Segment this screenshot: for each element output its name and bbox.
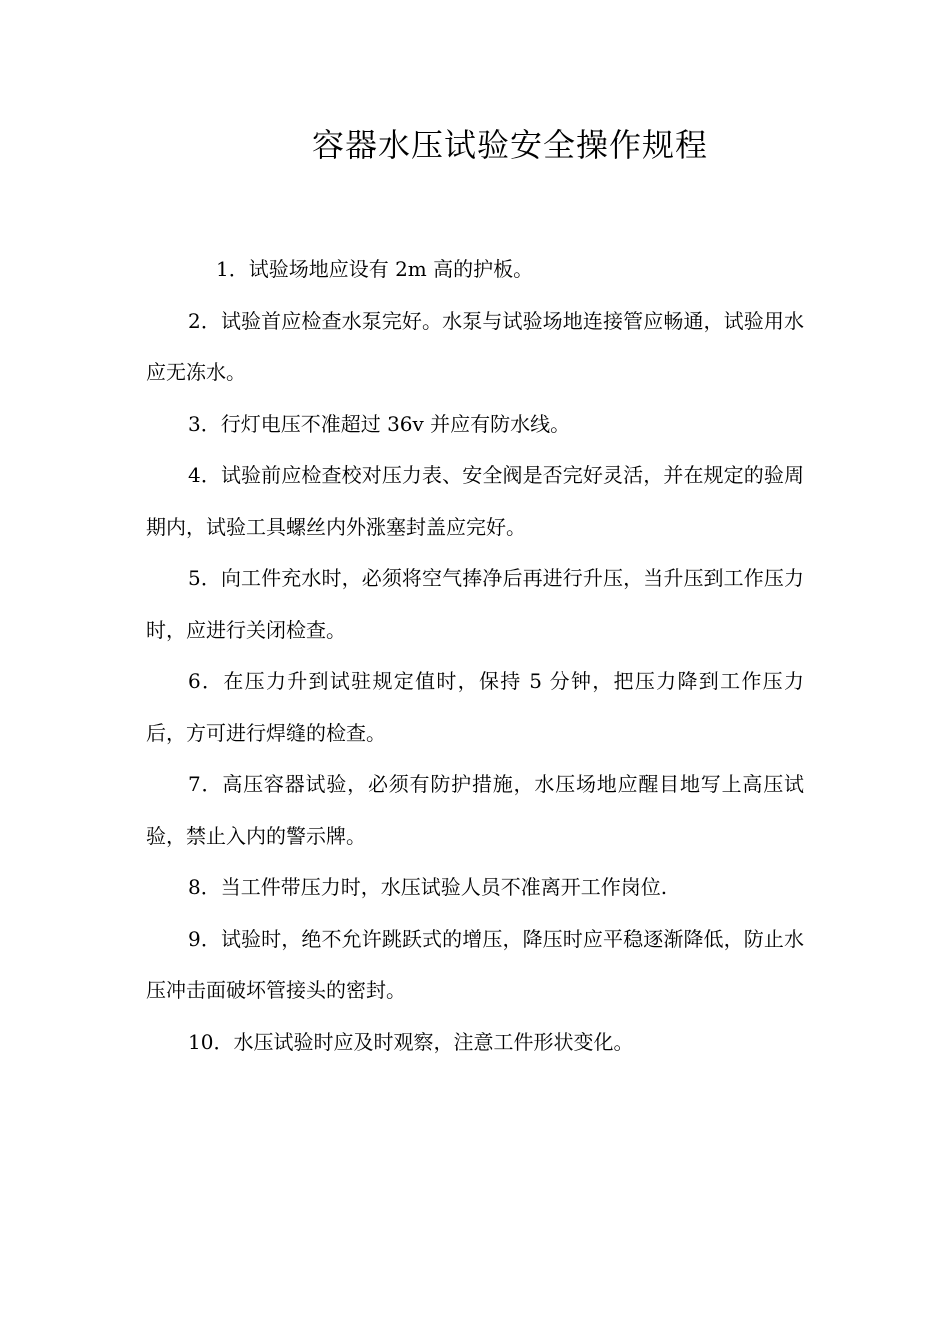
paragraph-8: 8．当工件带压力时，水压试验人员不准离开工作岗位. [188, 875, 668, 899]
paragraph-5: 5．向工件充水时，必须将空气捧净后再进行升压，当升压到工作压力时，应进行关闭检查。 [146, 566, 804, 642]
paragraph-1: 1．试验场地应设有 2m 高的护板。 [216, 257, 534, 281]
paragraph-6: 6．在压力升到试驻规定值时，保持 5 分钟，把压力降到工作压力后，方可进行焊缝的检查。 [146, 669, 804, 745]
paragraph-2: 2．试验首应检查水泵完好。水泵与试验场地连接管应畅通，试验用水应无冻水。 [146, 308, 804, 384]
document-body [146, 244, 804, 1068]
paragraph-3: 3．行灯电压不准超过 36v 并应有防水线。 [188, 411, 571, 436]
document-title: 容器水压试验安全操作规程 [311, 126, 708, 164]
paragraph-10: 10．水压试验时应及时观察，注意工件形状变化。 [188, 1029, 634, 1054]
paragraph-9: 9．试验时，绝不允许跳跃式的增压，降压时应平稳逐渐降低，防止水压冲击面破坏管接头的密封。 [146, 926, 804, 1002]
paragraph-4: 4．试验前应检查校对压力表、安全阀是否完好灵活，并在规定的验周期内，试验工具螺丝内外涨塞封盖应完好。 [146, 463, 804, 539]
paragraph-7: 7．高压容器试验，必须有防护措施，水压场地应醒目地写上高压试验，禁止入内的警示牌。 [146, 772, 804, 848]
